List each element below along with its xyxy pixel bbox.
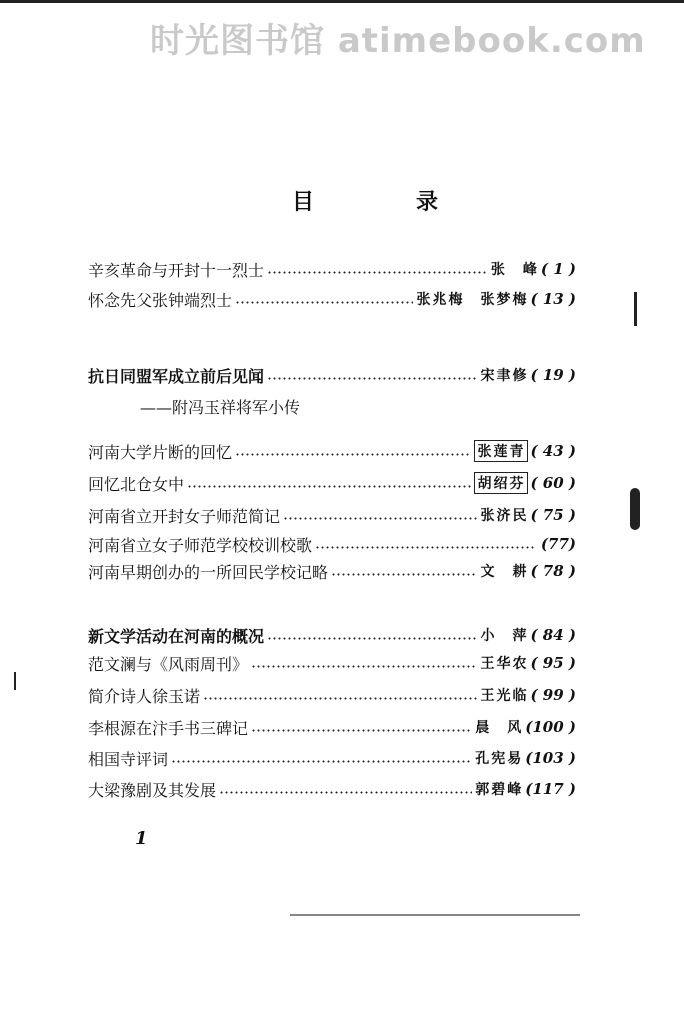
entry-author: 张兆梅 张梦梅: [416, 292, 529, 308]
entry-author: 宋聿修: [480, 368, 529, 384]
toc-entry[interactable]: [88, 682, 576, 708]
entry-page: ( 99 ): [530, 686, 576, 704]
entry-page: ( 43 ): [530, 442, 576, 460]
leader-dots: [267, 271, 488, 274]
entry-title: 相国寺评词: [88, 749, 169, 769]
entry-page: (103 ): [525, 749, 576, 767]
entry-author: 孔宪易: [475, 751, 524, 767]
toc-entry[interactable]: [88, 714, 576, 740]
entry-author: 小 萍: [480, 628, 529, 644]
leader-dots: [251, 665, 477, 668]
toc-entry[interactable]: [88, 438, 576, 464]
leader-dots: [251, 729, 472, 732]
entry-title: 回忆北仓女中: [88, 474, 185, 494]
entry-author: 晨 风: [475, 720, 524, 736]
leader-dots: [267, 377, 477, 380]
entry-page: ( 78 ): [530, 562, 576, 580]
entry-title: 辛亥革命与开封十一烈士: [88, 260, 265, 280]
toc-entry[interactable]: [88, 622, 576, 648]
entry-title: 新文学活动在河南的概况: [88, 626, 265, 646]
entry-page: (117 ): [525, 780, 576, 798]
entry-page: ( 84 ): [530, 626, 576, 644]
leader-dots: [283, 517, 477, 520]
entry-title: 抗日同盟军成立前后见闻: [88, 366, 265, 386]
scan-line: [290, 914, 580, 916]
entry-author: 张济民: [480, 508, 529, 524]
scan-mark: [14, 672, 16, 690]
entry-title: 简介诗人徐玉诺: [88, 686, 201, 706]
leader-dots: [267, 637, 477, 640]
entry-page: (77): [540, 535, 576, 553]
toc-entry[interactable]: [88, 558, 576, 584]
toc-entry[interactable]: [88, 776, 576, 802]
watermark-text: 时光图书馆 atimebook.com: [150, 21, 646, 61]
entry-title: 范文澜与《风雨周刊》: [88, 654, 249, 674]
toc-entry[interactable]: [88, 256, 576, 282]
toc-entry[interactable]: [88, 470, 576, 496]
entry-page: ( 75 ): [530, 506, 576, 524]
toc-entry[interactable]: [88, 362, 576, 388]
entry-author: 文 耕: [480, 564, 529, 580]
entry-page: ( 1 ): [540, 260, 576, 278]
leader-dots: [219, 791, 472, 794]
leader-dots: [171, 760, 472, 763]
leader-dots: [331, 573, 477, 576]
leader-dots: [235, 453, 471, 456]
toc-entry[interactable]: [88, 502, 576, 528]
toc-entry[interactable]: [88, 650, 576, 676]
entry-title: 大梁豫剧及其发展: [88, 780, 217, 800]
toc-subentry: ——附冯玉祥将军小传: [140, 398, 301, 417]
leader-dots: [235, 301, 413, 304]
entry-page: ( 19 ): [530, 366, 576, 384]
scan-mark: [630, 488, 640, 530]
entry-page: ( 95 ): [530, 654, 576, 672]
leader-dots: [203, 697, 477, 700]
entry-page: (100 ): [525, 718, 576, 736]
page-number: 1: [135, 828, 148, 849]
entry-author: 王华农: [480, 656, 529, 672]
entry-title: 河南省立女子师范学校校训校歌: [88, 535, 313, 555]
page-title: 目 录: [292, 190, 479, 215]
entry-author: 张莲青: [474, 440, 528, 462]
entry-title: 怀念先父张钟端烈士: [88, 290, 233, 310]
entry-page: ( 13 ): [530, 290, 576, 308]
leader-dots: [315, 546, 536, 549]
entry-page: ( 60 ): [530, 474, 576, 492]
entry-author: 王光临: [480, 688, 529, 704]
entry-title: 李根源在汴手书三碑记: [88, 718, 249, 738]
leader-dots: [187, 485, 471, 488]
watermark-banner: [0, 0, 684, 61]
toc-entry[interactable]: [88, 745, 576, 771]
entry-title: 河南省立开封女子师范简记: [88, 506, 281, 526]
toc-entry[interactable]: [88, 531, 576, 557]
entry-author: 郭碧峰: [475, 782, 524, 798]
entry-title: 河南早期创办的一所回民学校记略: [88, 562, 329, 582]
scan-mark: [634, 292, 637, 326]
toc-entry[interactable]: [88, 286, 576, 312]
entry-title: 河南大学片断的回忆: [88, 442, 233, 462]
entry-author: 张 峰: [490, 262, 539, 278]
entry-author: 胡绍芬: [474, 472, 528, 494]
